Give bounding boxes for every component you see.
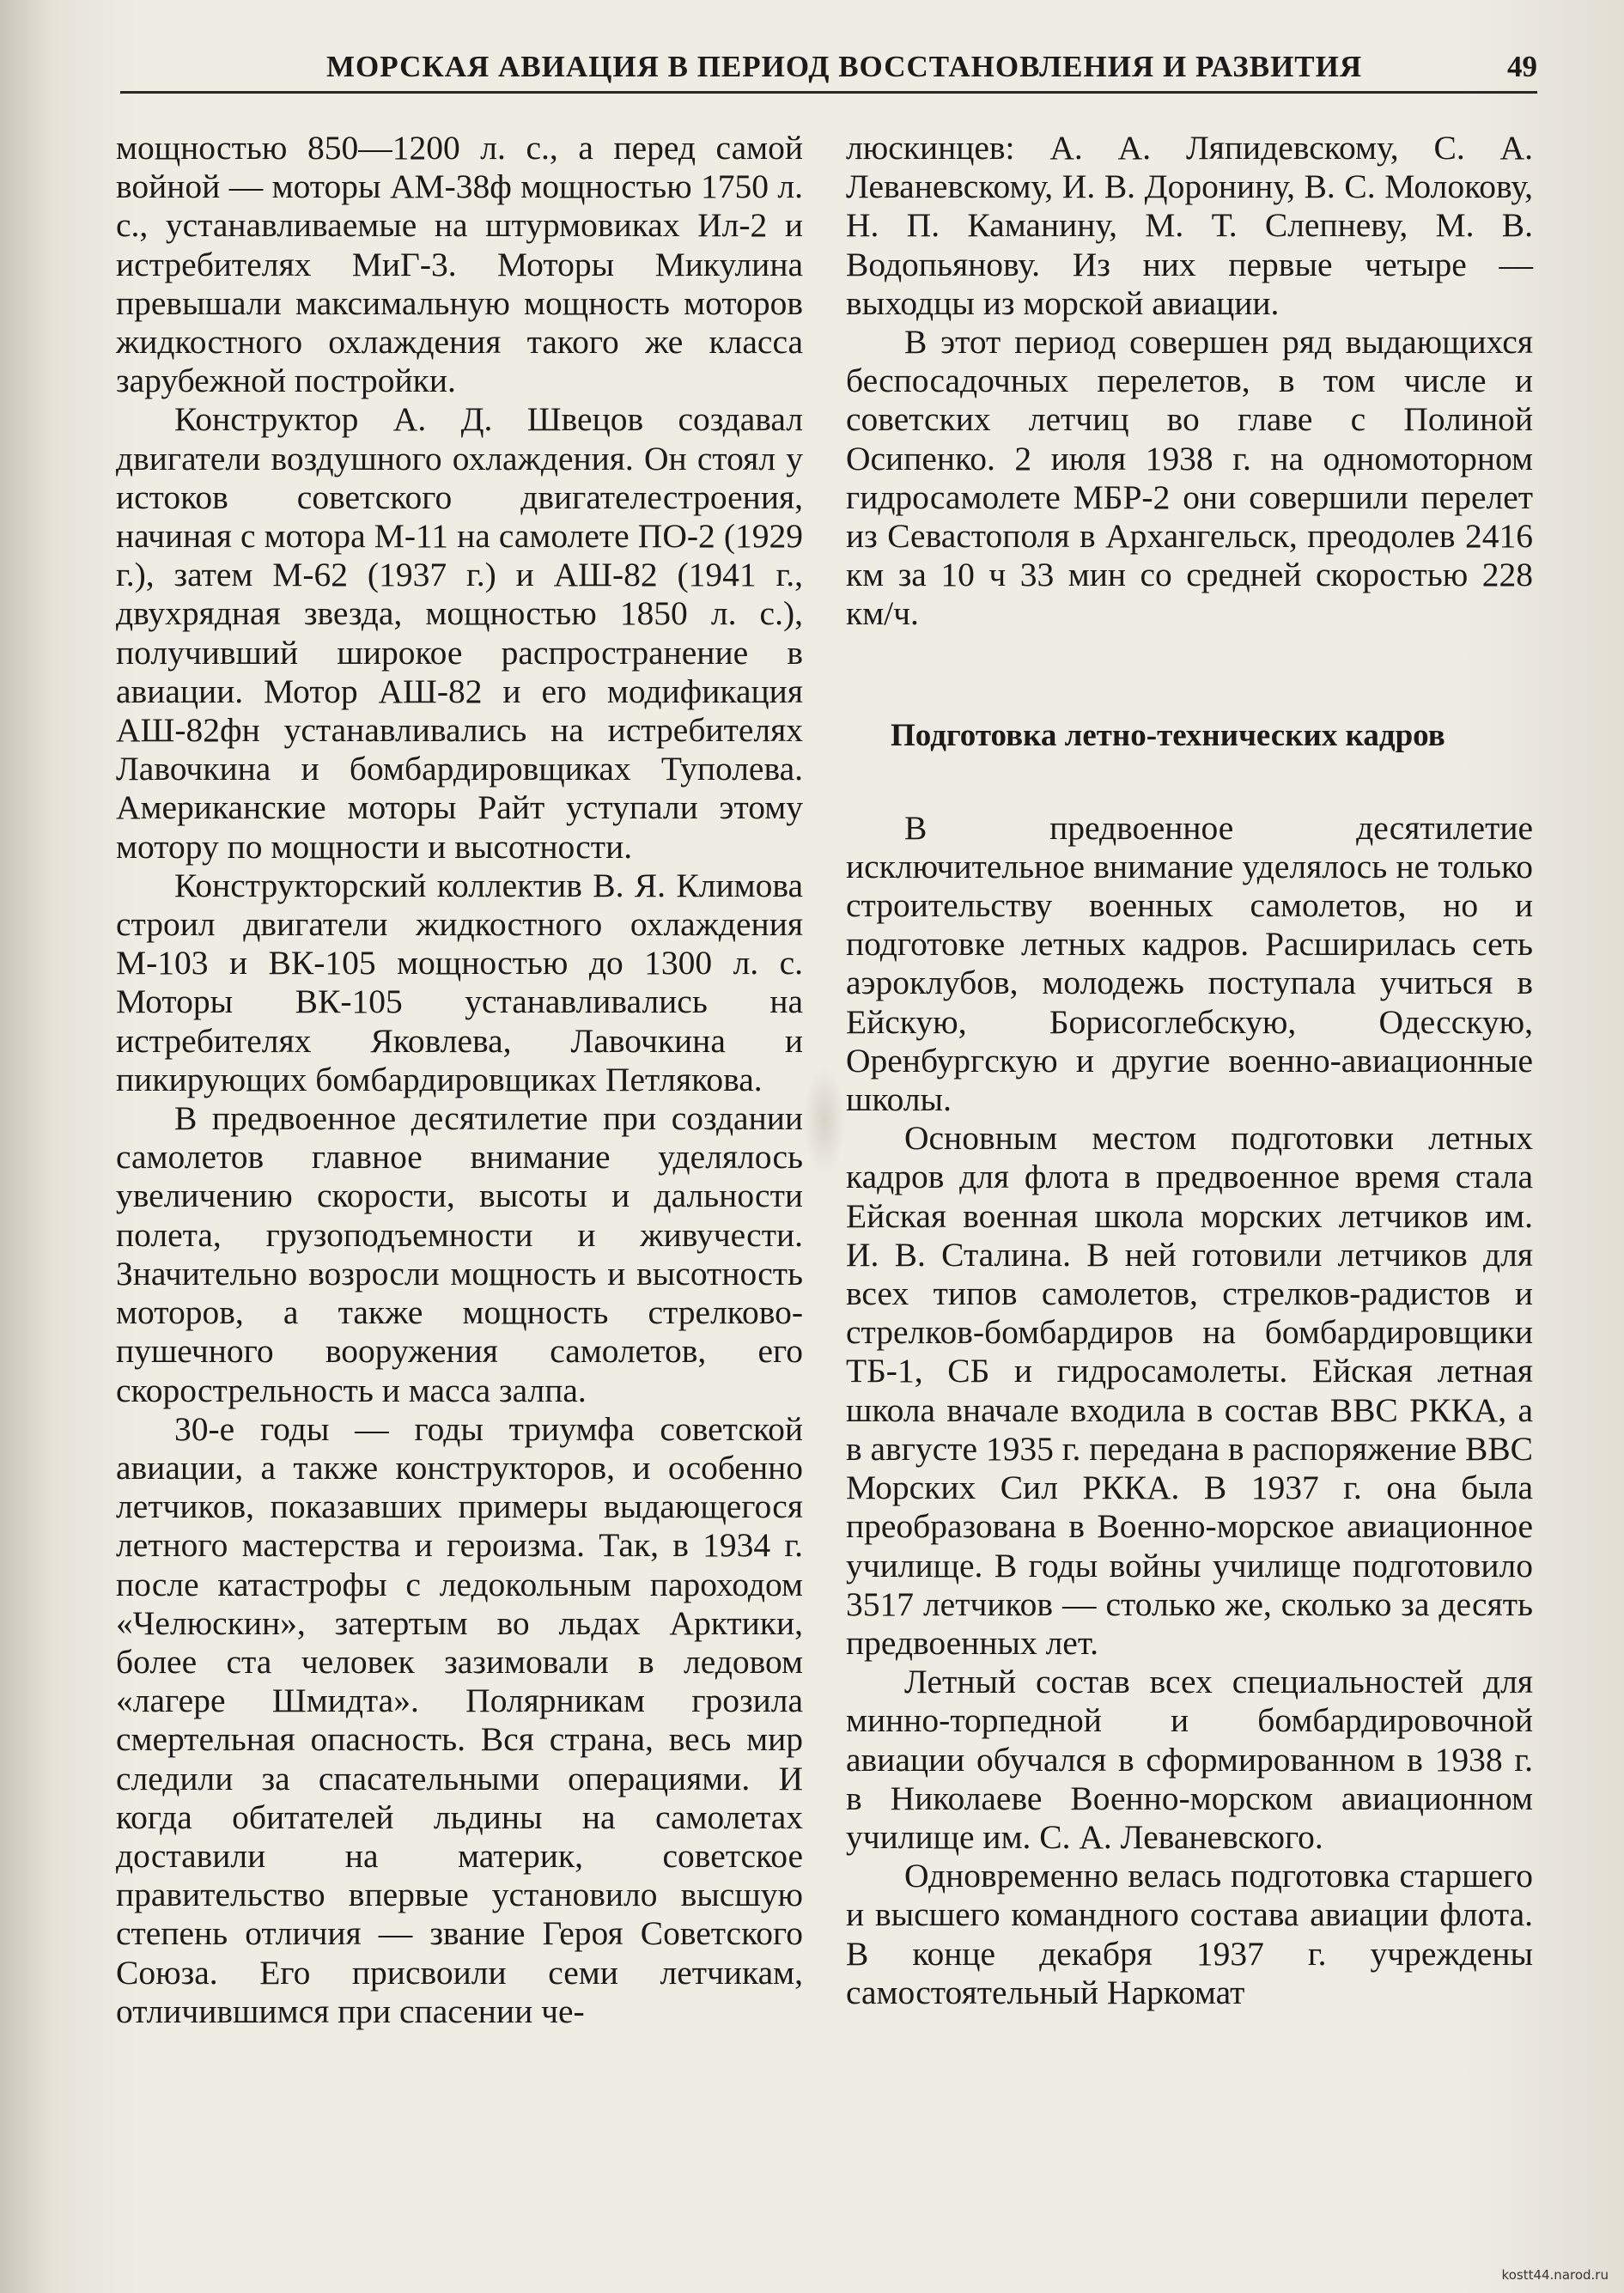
page-number: 49 <box>1507 50 1537 83</box>
paragraph: В предвоенное десятилетие при создании самолетов главное внимание уделялось увеличению скорости, высоты и дальности полета, грузоподъемности и живучести. Значительно возросли мощность и высотность моторов, а также мощность стрелково-пушечного вооружения самолетов, его скорострельность и масса залпа. <box>116 1099 803 1409</box>
paragraph: В этот период совершен ряд выдающихся беспосадочных перелетов, в том числе и советских летчиц во главе с Полиной Осипенко. 2 июля 1938 г. на одномоторном гидросамолете МБР-2 они совершили перелет из Севастополя в Архангельск, преодолев 2416 км за 10 ч 33 мин со средней скоростью 228 км/ч. <box>846 323 1533 633</box>
running-header-title: МОРСКАЯ АВИАЦИЯ В ПЕРИОД ВОССТАНОВЛЕНИЯ И РАЗВИТИЯ <box>326 50 1363 83</box>
section-heading: Подготовка летно-технических кадров <box>891 717 1445 753</box>
right-column <box>846 129 1533 2012</box>
paragraph: 30-е годы — годы триумфа советской авиации, а также конструкторов, и особенно летчиков, показавших примеры выдающегося летного мастерства и героизма. Так, в 1934 г. после катастрофы с ледокольным пароходом «Челюскин», затертым во льдах Арктики, более ста человек зазимовали в ледовом «лагере Шмидта». Полярникам грозила смертельная опасность. Вся страна, весь мир следили за спасательными операциями. И когда обитателей льдины на самолетах доставили на материк, советское правительство впервые установило высшую степень отличия — звание Героя Советского Союза. Его присвоили семи летчикам, отличившимся при спасении че- <box>116 1409 803 2030</box>
header-rule <box>120 91 1537 94</box>
watermark-url: kostt44.narod.ru <box>1501 2267 1609 2283</box>
section-gap <box>846 634 1533 716</box>
running-header <box>120 50 1537 94</box>
paragraph: Конструктор А. Д. Швецов создавал двигатели воздушного охлаждения. Он стоял у истоков советского двигателестроения, начиная с мотора М-11 на самолете ПО-2 (1929 г.), затем М-62 (1937 г.) и АШ-82 (1941 г., двухрядная звезда, мощностью 1850 л. с.), получивший широкое распространение в авиации. Мотор АШ-82 и его модификация АШ-82фн устанавливались на истребителях Лавочкина и бомбардировщиках Туполева. Американские моторы Райт уступали этому мотору по мощности и высотности. <box>116 400 803 866</box>
paragraph: Летный состав всех специальностей для минно-торпедной и бомбардировочной авиации обучался в сформированном в 1938 г. в Николаеве Военно-морском авиационном училище им. С. А. Леваневского. <box>846 1663 1533 1856</box>
page-stain <box>803 1065 846 1177</box>
paragraph: люскинцев: А. А. Ляпидевскому, С. А. Леваневскому, И. В. Доронину, В. С. Молокову, Н. П. Каманину, М. Т. Слепневу, М. В. Водопьянову. Из них первые четыре — выходцы из морской авиации. <box>846 129 1533 322</box>
left-column <box>116 129 803 2031</box>
paragraph: Конструкторский коллектив В. Я. Климова строил двигатели жидкостного охлаждения М-103 и ВК-105 мощностью до 1300 л. с. Моторы ВК-105 устанавливались на истребителях Яковлева, Лавочкина и пикирующих бомбардировщиках Петлякова. <box>116 866 803 1098</box>
paragraph: Одновременно велась подготовка старшего и высшего командного состава авиации флота. В конце декабря 1937 г. учреждены самостоятельный Наркомат <box>846 1857 1533 2011</box>
paragraph: мощностью 850—1200 л. с., а перед самой войной — моторы АМ-38ф мощностью 1750 л. с., устанавливаемые на штурмовиках Ил-2 и истребителях МиГ-3. Моторы Микулина превышали максимальную мощность моторов жидкостного охлаждения такого же класса зарубежной постройки. <box>116 129 803 400</box>
section-gap <box>846 756 1533 809</box>
paragraph: Основным местом подготовки летных кадров для флота в предвоенное время стала Ейская военная школа морских летчиков им. И. В. Сталина. В ней готовили летчиков для всех типов самолетов, стрелков-радистов и стрелков-бомбардиров на бомбардировщики ТБ-1, СБ и гидросамолеты. Ейская летная школа вначале входила в состав ВВС РККА, а в августе 1935 г. передана в распоряжение ВВС Морских Сил РККА. В 1937 г. она была преобразована в Военно-морское авиационное училище. В годы войны училище подготовило 3517 летчиков — столько же, сколько за десять предвоенных лет. <box>846 1119 1534 1662</box>
paragraph: В предвоенное десятилетие исключительное внимание уделялось не только строительству военных самолетов, но и подготовке летных кадров. Расширилась сеть аэроклубов, молодежь поступала учиться в Ейскую, Борисоглебскую, Одесскую, Оренбургскую и другие военно-авиационные школы. <box>846 808 1533 1119</box>
